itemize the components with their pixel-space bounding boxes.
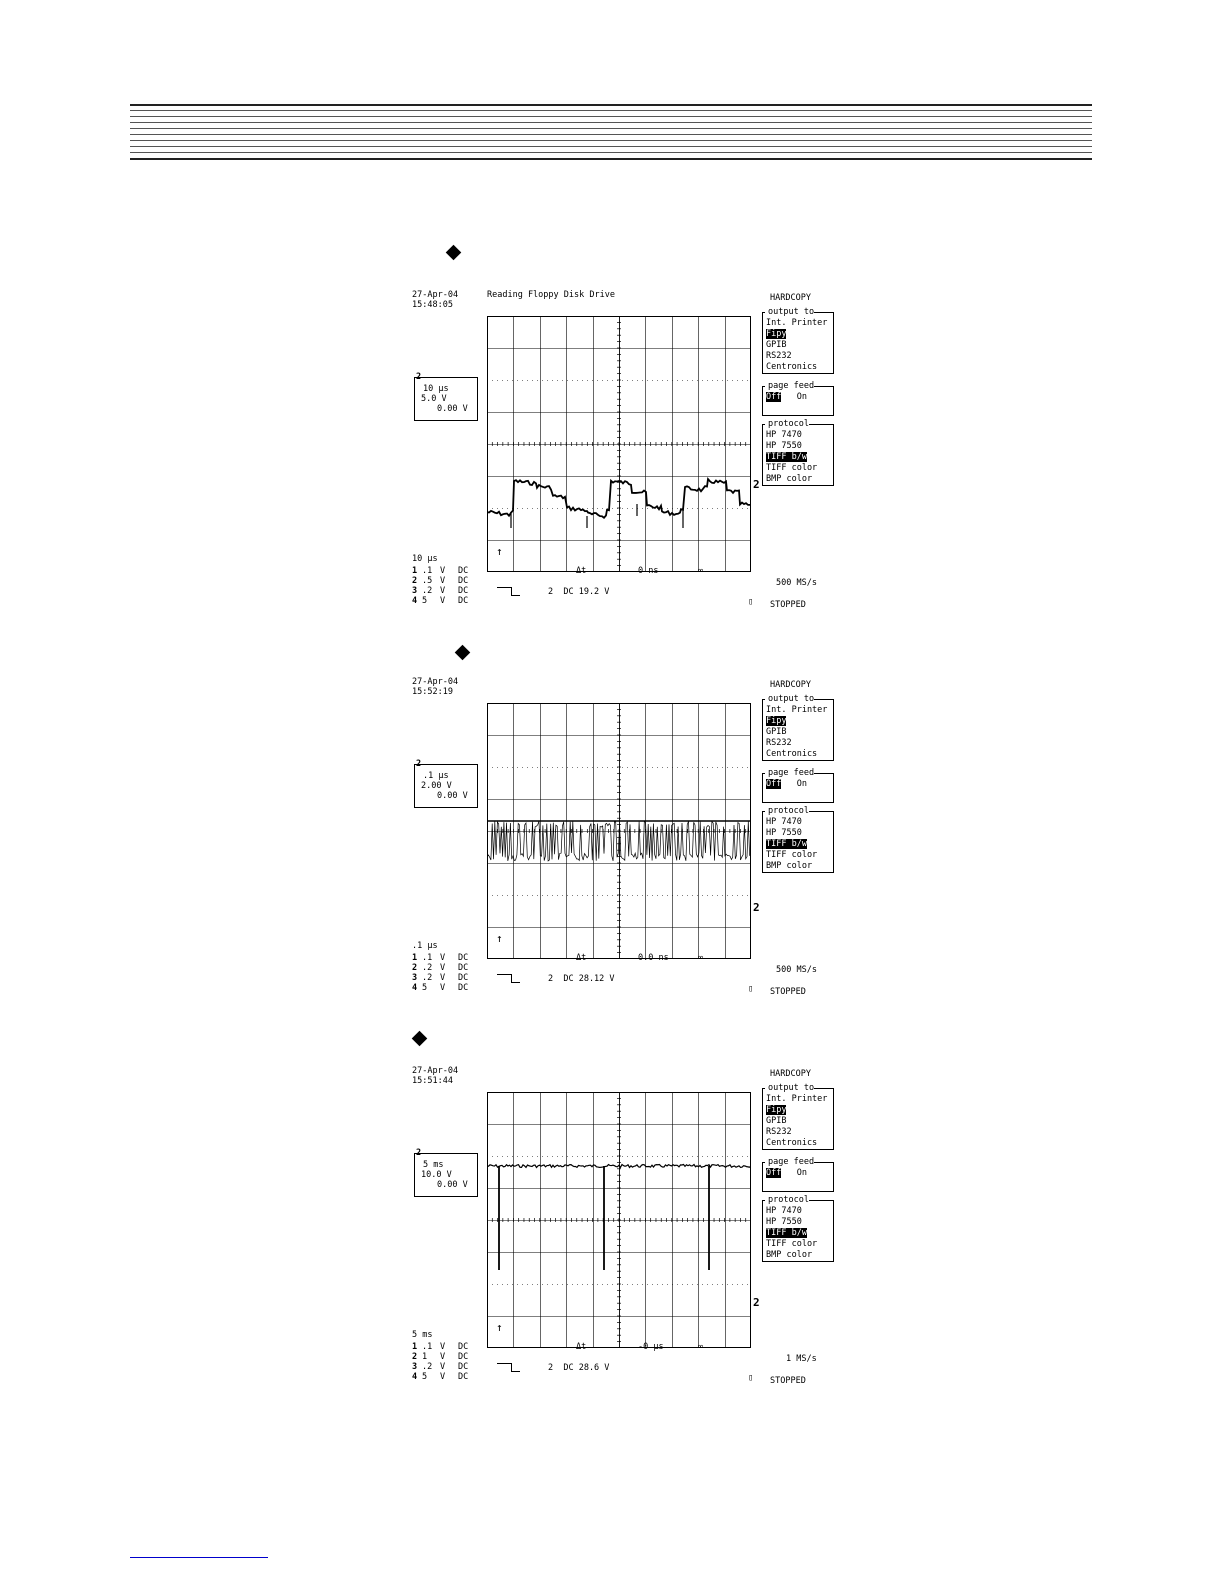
channel-4-volts: 5 xyxy=(422,596,428,606)
output-to-menu-label: output to xyxy=(765,307,814,318)
inverse-delta-value: ∞ xyxy=(698,953,704,963)
timebase-label: .1 µs xyxy=(412,941,438,951)
bullet-diamond-icon xyxy=(446,245,462,261)
scope-screen xyxy=(487,316,751,572)
page-feed-menu-label: page feed xyxy=(765,768,814,779)
capture-title: Reading Floppy Disk Drive xyxy=(487,290,615,300)
scope-graticule xyxy=(487,316,751,572)
channel-settings-box xyxy=(414,1148,478,1197)
output-to-menu-option[interactable]: GPIB xyxy=(766,727,787,737)
channel-3-coupling: DC xyxy=(458,973,469,983)
waveform-trace xyxy=(487,479,750,518)
protocol-menu-option[interactable]: TIFF b/w xyxy=(766,839,807,849)
channel-offset: 0.00 V xyxy=(437,404,468,414)
menu-heading: HARDCOPY xyxy=(770,1069,811,1079)
channel-4-number: 4 xyxy=(412,596,418,606)
channel-4-unit: V xyxy=(440,1372,446,1382)
trigger-slope-icon xyxy=(497,1363,512,1372)
output-to-menu-option[interactable]: RS232 xyxy=(766,738,792,748)
timebase-label: 5 ms xyxy=(412,1330,433,1340)
output-to-menu[interactable] xyxy=(762,694,834,761)
protocol-menu-option[interactable]: TIFF color xyxy=(766,1239,818,1249)
protocol-menu-option[interactable]: HP 7470 xyxy=(766,817,802,827)
channel-3-unit: V xyxy=(440,973,446,983)
channel-3-coupling: DC xyxy=(458,1362,469,1372)
page-feed-menu[interactable] xyxy=(762,768,834,803)
page-feed-off: Off xyxy=(766,1168,782,1178)
channel-4-volts: 5 xyxy=(422,1372,428,1382)
channel-1-unit: V xyxy=(440,566,446,576)
channel-settings-box xyxy=(414,372,478,421)
delta-t-value: -0 µs xyxy=(638,1342,664,1352)
protocol-menu[interactable] xyxy=(762,419,834,486)
stop-indicator-icon: ▯ xyxy=(748,597,754,607)
trigger-settings: 2 DC 28.12 V xyxy=(548,974,615,984)
output-to-menu[interactable] xyxy=(762,1083,834,1150)
trigger-slope-icon xyxy=(497,587,512,596)
page-feed-options[interactable] xyxy=(763,1168,833,1179)
channel-timebase: .1 µs xyxy=(423,771,449,781)
capture-time: 15:51:44 xyxy=(412,1076,453,1086)
channel-4-number: 4 xyxy=(412,983,418,993)
channel-2-coupling: DC xyxy=(458,576,469,586)
channel-4-coupling: DC xyxy=(458,983,469,993)
oscilloscope-capture xyxy=(410,290,850,620)
scope-screen xyxy=(487,703,751,959)
channel-1-coupling: DC xyxy=(458,566,469,576)
protocol-menu-option[interactable]: HP 7550 xyxy=(766,828,802,838)
channel-1-unit: V xyxy=(440,953,446,963)
output-to-menu-option[interactable]: RS232 xyxy=(766,1127,792,1137)
timebase-label: 10 µs xyxy=(412,554,438,564)
protocol-menu-option[interactable]: BMP color xyxy=(766,861,813,871)
channel-4-volts: 5 xyxy=(422,983,428,993)
page-feed-menu-label: page feed xyxy=(765,381,814,392)
capture-time: 15:52:19 xyxy=(412,687,453,697)
output-to-menu-option[interactable]: Fipy xyxy=(766,716,787,726)
delta-t-value: 0.0 ns xyxy=(638,953,669,963)
bullet-diamond-icon xyxy=(455,645,471,661)
channel-2-volts: .5 xyxy=(422,576,433,586)
sample-rate: 500 MS/s xyxy=(776,965,817,975)
oscilloscope-capture xyxy=(410,1066,850,1396)
inverse-delta-value: ∞ xyxy=(698,1342,704,1352)
channel-vdiv: 10.0 V xyxy=(421,1170,452,1180)
trigger-settings: 2 DC 19.2 V xyxy=(548,587,610,597)
channel-4-number: 4 xyxy=(412,1372,418,1382)
footer-link-line xyxy=(130,1557,268,1558)
stop-indicator-icon: ▯ xyxy=(748,984,754,994)
capture-date: 27-Apr-04 xyxy=(412,290,459,300)
channel-4-coupling: DC xyxy=(458,1372,469,1382)
channel-offset: 0.00 V xyxy=(437,1180,468,1190)
channel-3-volts: .2 xyxy=(422,586,433,596)
page-feed-on: On xyxy=(781,779,807,789)
graticule xyxy=(487,316,751,572)
waveform-trace xyxy=(487,1165,751,1168)
output-to-menu-label: output to xyxy=(765,1083,814,1094)
channel-1-volts: .1 xyxy=(422,953,433,963)
output-to-menu-option[interactable]: Centronics xyxy=(766,1138,818,1148)
channel-offset: 0.00 V xyxy=(437,791,468,801)
trigger-slope-icon xyxy=(511,595,520,596)
output-to-menu-label: output to xyxy=(765,694,814,705)
inverse-delta-value: ∞ xyxy=(698,566,704,576)
channel-3-volts: .2 xyxy=(422,973,433,983)
header-rule-band xyxy=(130,104,1092,160)
page-feed-menu-label: page feed xyxy=(765,1157,814,1168)
channel-1-unit: V xyxy=(440,1342,446,1352)
channel-2-coupling: DC xyxy=(458,963,469,973)
scope-graticule xyxy=(487,703,751,959)
protocol-menu[interactable] xyxy=(762,1195,834,1262)
protocol-menu-option[interactable]: TIFF color xyxy=(766,463,818,473)
channel-3-number: 3 xyxy=(412,1362,418,1372)
bullet-diamond-icon xyxy=(412,1031,428,1047)
channel-timebase: 10 µs xyxy=(423,384,449,394)
channel-2-number: 2 xyxy=(412,576,418,586)
output-to-menu-option[interactable]: GPIB xyxy=(766,1116,787,1126)
output-to-menu-option[interactable]: Fipy xyxy=(766,1105,787,1115)
page-feed-options[interactable] xyxy=(763,392,833,403)
acquisition-status: STOPPED xyxy=(770,987,806,997)
stop-indicator-icon: ▯ xyxy=(748,1373,754,1383)
output-to-menu-option[interactable]: Int. Printer xyxy=(766,318,828,328)
output-to-menu-option[interactable]: Fipy xyxy=(766,329,787,339)
channel-2-number: 2 xyxy=(412,1352,418,1362)
acquisition-status: STOPPED xyxy=(770,1376,806,1386)
trigger-arrow-icon: ↑ xyxy=(496,1321,503,1334)
acquisition-status: STOPPED xyxy=(770,600,806,610)
output-to-menu-option[interactable]: GPIB xyxy=(766,340,787,350)
scope-graticule xyxy=(487,1092,751,1348)
channel-3-number: 3 xyxy=(412,586,418,596)
oscilloscope-capture xyxy=(410,677,850,1007)
channel-4-unit: V xyxy=(440,983,446,993)
trace-marker: 2 xyxy=(753,478,760,491)
channel-2-number: 2 xyxy=(412,963,418,973)
channel-1-number: 1 xyxy=(412,566,418,576)
protocol-menu-label: protocol xyxy=(765,1195,809,1206)
channel-number: 2 xyxy=(416,372,422,382)
channel-4-unit: V xyxy=(440,596,446,606)
protocol-menu-option[interactable]: TIFF color xyxy=(766,850,818,860)
channel-number: 2 xyxy=(416,759,422,769)
channel-2-unit: V xyxy=(440,963,446,973)
protocol-menu-label: protocol xyxy=(765,419,809,430)
delta-t-value: 0 ns xyxy=(638,566,659,576)
protocol-menu-label: protocol xyxy=(765,806,809,817)
trigger-settings: 2 DC 28.6 V xyxy=(548,1363,610,1373)
channel-3-unit: V xyxy=(440,1362,446,1372)
capture-date: 27-Apr-04 xyxy=(412,677,459,687)
channel-1-volts: .1 xyxy=(422,566,433,576)
protocol-menu-option[interactable]: HP 7550 xyxy=(766,441,802,451)
menu-heading: HARDCOPY xyxy=(770,293,811,303)
protocol-menu-option[interactable]: BMP color xyxy=(766,474,813,484)
page-feed-on: On xyxy=(781,1168,807,1178)
menu-heading: HARDCOPY xyxy=(770,680,811,690)
trace-marker: 2 xyxy=(753,1296,760,1309)
channel-1-coupling: DC xyxy=(458,953,469,963)
channel-3-unit: V xyxy=(440,586,446,596)
trigger-slope-icon xyxy=(497,974,512,983)
channel-4-coupling: DC xyxy=(458,596,469,606)
channel-2-volts: .2 xyxy=(422,963,433,973)
delta-t-label: Δt xyxy=(576,1342,587,1352)
sample-rate: 1 MS/s xyxy=(786,1354,817,1364)
graticule xyxy=(487,1092,751,1348)
scope-screen xyxy=(487,1092,751,1348)
output-to-menu-option[interactable]: RS232 xyxy=(766,351,792,361)
page-feed-menu[interactable] xyxy=(762,1157,834,1192)
channel-3-volts: .2 xyxy=(422,1362,433,1372)
channel-vdiv: 5.0 V xyxy=(421,394,447,404)
channel-1-number: 1 xyxy=(412,953,418,963)
protocol-menu-option[interactable]: TIFF b/w xyxy=(766,1228,807,1238)
trigger-arrow-icon: ↑ xyxy=(496,932,503,945)
channel-number: 2 xyxy=(416,1148,422,1158)
channel-1-number: 1 xyxy=(412,1342,418,1352)
trigger-slope-icon xyxy=(511,1371,520,1372)
sample-rate: 500 MS/s xyxy=(776,578,817,588)
waveform-trace xyxy=(487,821,751,861)
output-to-menu-option[interactable]: Centronics xyxy=(766,362,818,372)
delta-t-label: Δt xyxy=(576,953,587,963)
protocol-menu-option[interactable]: TIFF b/w xyxy=(766,452,807,462)
channel-3-coupling: DC xyxy=(458,586,469,596)
trigger-arrow-icon: ↑ xyxy=(496,545,503,558)
protocol-menu[interactable] xyxy=(762,806,834,873)
page-feed-menu[interactable] xyxy=(762,381,834,416)
protocol-menu-option[interactable]: HP 7550 xyxy=(766,1217,802,1227)
trace-marker: 2 xyxy=(753,901,760,914)
channel-3-number: 3 xyxy=(412,973,418,983)
channel-2-unit: V xyxy=(440,576,446,586)
channel-1-volts: .1 xyxy=(422,1342,433,1352)
delta-t-label: Δt xyxy=(576,566,587,576)
page-feed-options[interactable] xyxy=(763,779,833,790)
channel-vdiv: 2.00 V xyxy=(421,781,452,791)
channel-2-unit: V xyxy=(440,1352,446,1362)
output-to-menu-option[interactable]: Int. Printer xyxy=(766,1094,828,1104)
output-to-menu-option[interactable]: Int. Printer xyxy=(766,705,828,715)
channel-2-volts: 1 xyxy=(422,1352,428,1362)
channel-settings-box xyxy=(414,759,478,808)
page-feed-on: On xyxy=(781,392,807,402)
channel-2-coupling: DC xyxy=(458,1352,469,1362)
page-feed-off: Off xyxy=(766,779,782,789)
output-to-menu[interactable] xyxy=(762,307,834,374)
protocol-menu-option[interactable]: HP 7470 xyxy=(766,430,802,440)
output-to-menu-option[interactable]: Centronics xyxy=(766,749,818,759)
protocol-menu-option[interactable]: BMP color xyxy=(766,1250,813,1260)
page-feed-off: Off xyxy=(766,392,782,402)
capture-date: 27-Apr-04 xyxy=(412,1066,459,1076)
capture-time: 15:48:05 xyxy=(412,300,453,310)
channel-1-coupling: DC xyxy=(458,1342,469,1352)
trigger-slope-icon xyxy=(511,982,520,983)
protocol-menu-option[interactable]: HP 7470 xyxy=(766,1206,802,1216)
channel-timebase: 5 ms xyxy=(423,1160,444,1170)
